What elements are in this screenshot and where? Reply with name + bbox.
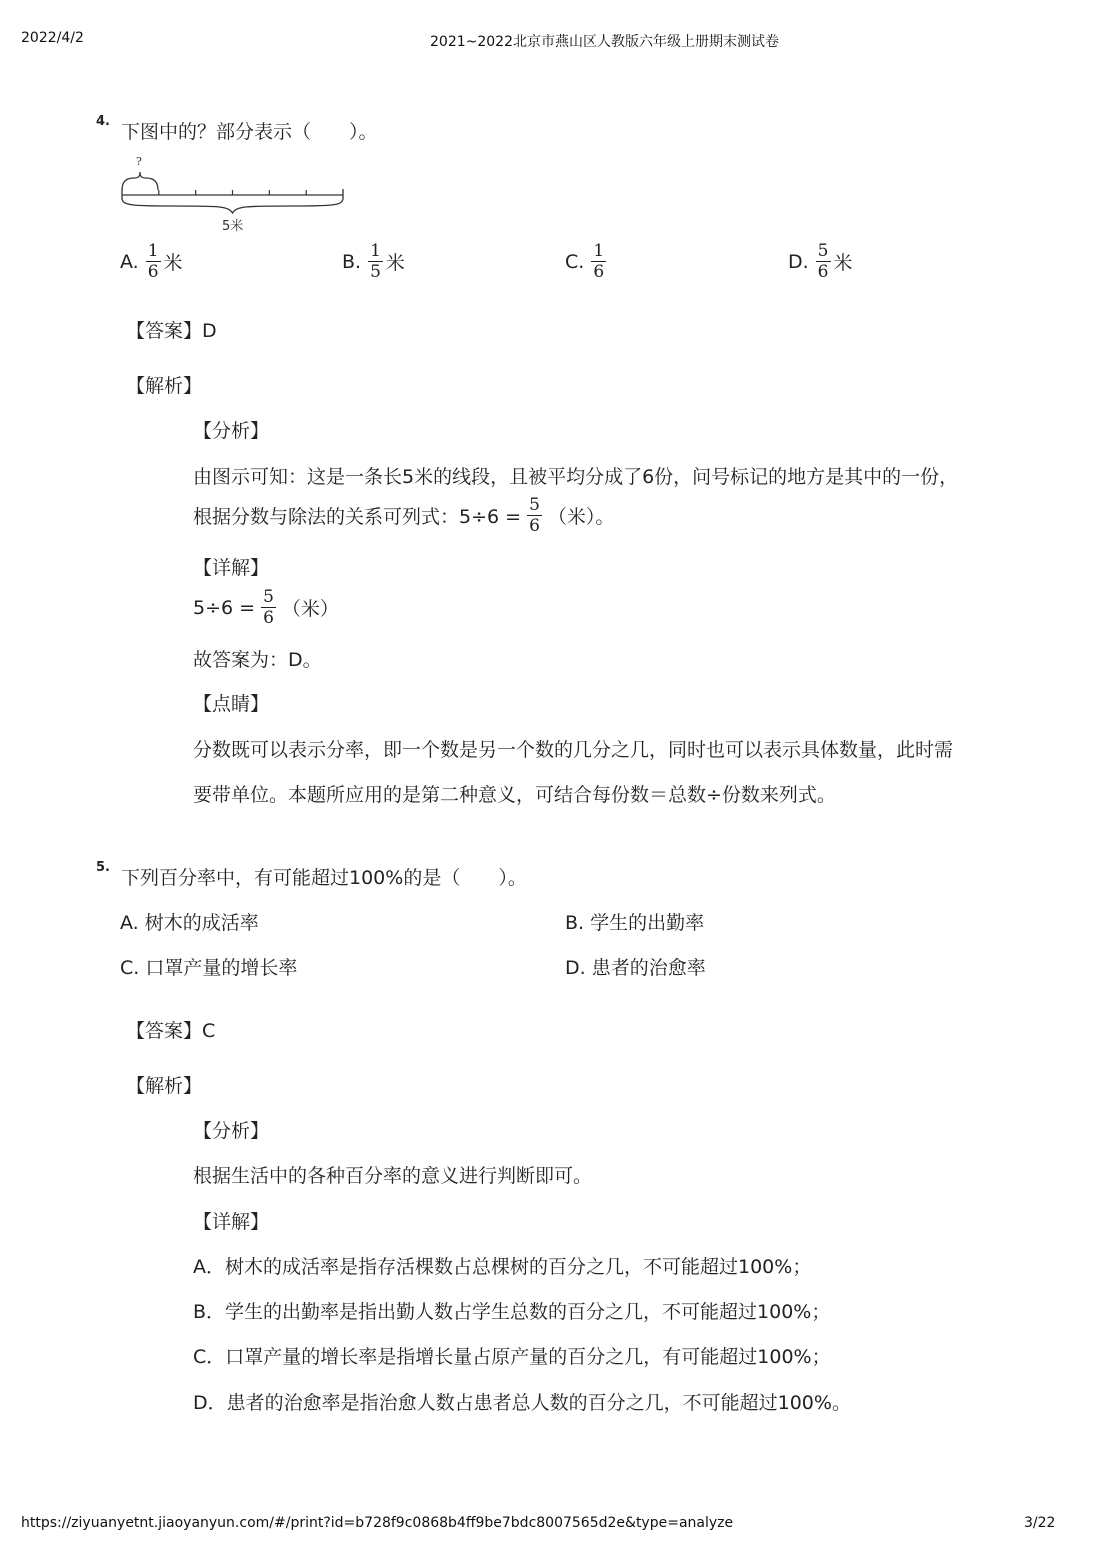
detail-line: C．口罩产量的增长率是指增长量占原产量的百分之几，有可能超过100%； — [193, 1346, 831, 1368]
analysis-heading: 【解析】 — [126, 1075, 203, 1097]
option-c: C. 口罩产量的增长率 — [120, 957, 298, 979]
fenxi-heading: 【分析】 — [193, 420, 270, 442]
option-a: A. 树木的成活率 — [120, 912, 259, 934]
option-b: B. 学生的出勤率 — [565, 912, 705, 934]
detail-line: B．学生的出勤率是指出勤人数占学生总数的百分之几，不可能超过100%； — [193, 1301, 831, 1323]
option-d: D. 患者的治愈率 — [565, 957, 706, 979]
dianjing-heading: 【点睛】 — [193, 693, 270, 715]
analysis-heading: 【解析】 — [126, 375, 203, 397]
answer: 【答案】D — [126, 320, 217, 342]
top-brace — [122, 172, 158, 190]
fenxi-text: 根据生活中的各种百分率的意义进行判断即可。 — [193, 1165, 593, 1187]
question-number: 5. — [96, 860, 110, 875]
question-stem: 下图中的？部分表示（ ）。 — [121, 121, 378, 143]
page-number: 3/22 — [1024, 1515, 1056, 1531]
option-b: B. $\frac{1}{5}$ 米 — [342, 241, 405, 282]
dianjing-text: 分数既可以表示分率，即一个数是另一个数的几分之几，同时也可以表示具体数量，此时需 — [193, 739, 954, 761]
question-number: 4. — [96, 114, 110, 129]
xiangjie-heading: 【详解】 — [193, 1211, 270, 1233]
page-url: https://ziyuanyetnt.jiaoyanyun.com/#/print?id=b728f9c0868b4ff9be7bdc8007565d2e&type=analyze — [21, 1515, 734, 1531]
document-title: 2021~2022北京市燕山区人教版六年级上册期末测试卷 — [430, 34, 779, 50]
fenxi-heading: 【分析】 — [193, 1120, 270, 1142]
option-c: C. $\frac{1}{6}$ — [565, 241, 605, 282]
xiangjie-heading: 【详解】 — [193, 557, 270, 579]
answer: 【答案】C — [126, 1020, 216, 1042]
option-d: D. $\frac{5}{6}$ 米 — [788, 241, 853, 282]
option-a: A. $\frac{1}{6}$ 米 — [120, 241, 183, 282]
print-date: 2022/4/2 — [21, 30, 84, 46]
fenxi-formula: 根据分数与除法的关系可列式：5÷6 = $\frac{5}{6}$ （米）。 — [193, 495, 615, 536]
question-stem: 下列百分率中，有可能超过100%的是（ ）。 — [121, 867, 527, 889]
segment-figure — [110, 150, 360, 240]
figure-length-label: 5米 — [222, 219, 244, 234]
fenxi-text: 由图示可知：这是一条长5米的线段，且被平均分成了6份，问号标记的地方是其中的一份， — [193, 466, 959, 488]
xiangjie-conclusion: 故答案为：D。 — [193, 649, 322, 671]
figure-question-mark: ? — [136, 155, 142, 168]
bottom-brace — [122, 198, 343, 213]
dianjing-text: 要带单位。本题所应用的是第二种意义，可结合每份数＝总数÷份数来列式。 — [193, 784, 836, 806]
detail-line: A．树木的成活率是指存活棵数占总棵树的百分之几，不可能超过100%； — [193, 1256, 812, 1278]
xiangjie-formula: 5÷6 = $\frac{5}{6}$ （米） — [193, 587, 339, 628]
detail-line: D．患者的治愈率是指治愈人数占患者总人数的百分之几，不可能超过100%。 — [193, 1392, 851, 1414]
